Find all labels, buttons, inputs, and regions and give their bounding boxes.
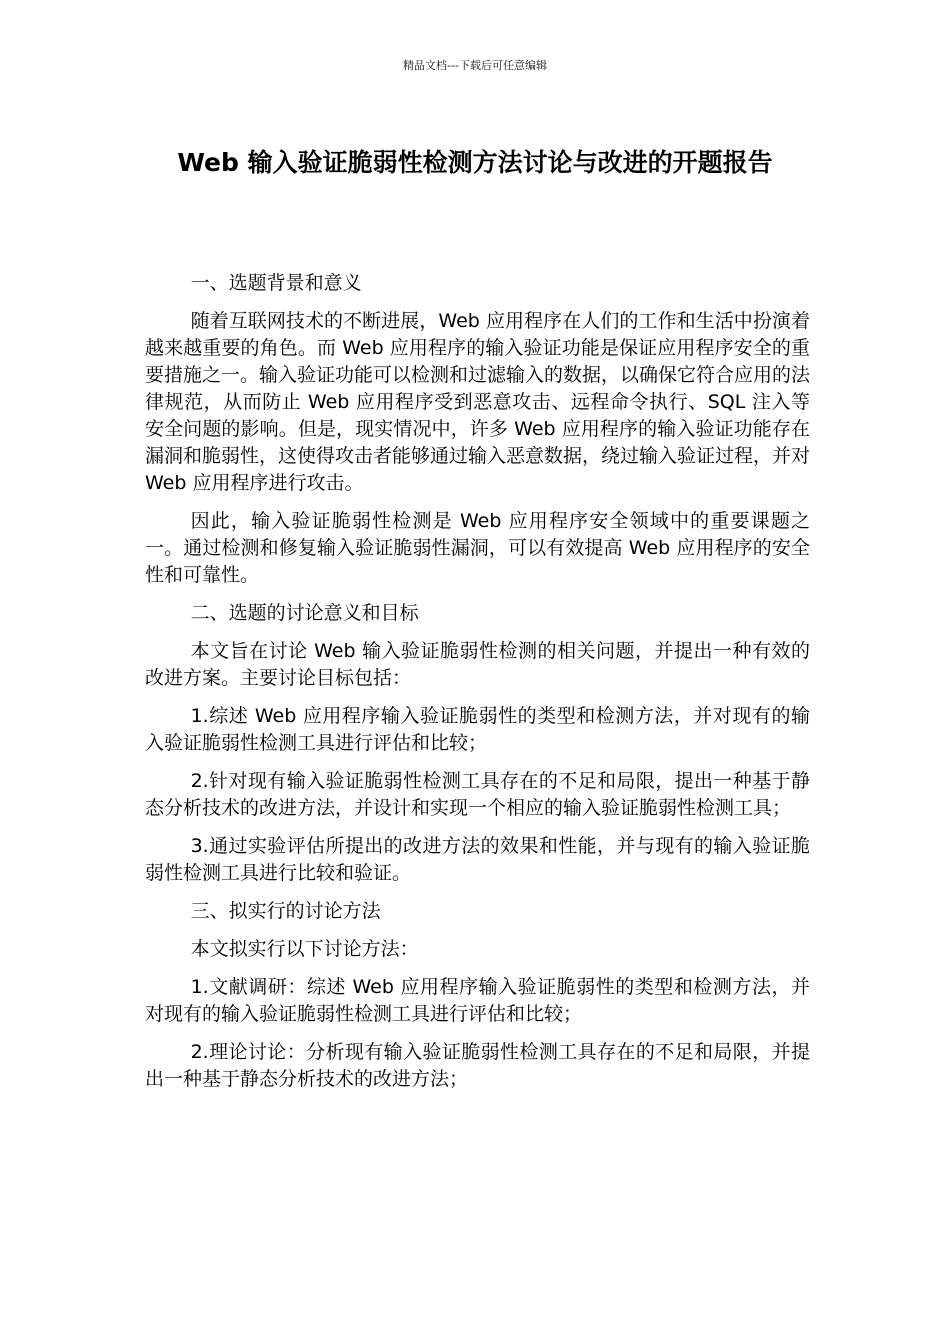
list-item-goal-1: 1.综述 Web 应用程序输入验证脆弱性的类型和检测方法，并对现有的输入验证脆弱性检测工具进行评估和比较； bbox=[145, 705, 810, 754]
list-item-goal-3: 3.通过实验评估所提出的改进方法的效果和性能，并与现有的输入验证脆弱性检测工具进行比较和验证。 bbox=[145, 835, 810, 884]
document-body bbox=[145, 270, 810, 1104]
list-item-method-2: 2.理论讨论：分析现有输入验证脆弱性检测工具存在的不足和局限，并提出一种基于静态分析技术的改进方法； bbox=[145, 1041, 810, 1090]
paragraph-methods-intro: 本文拟实行以下讨论方法： bbox=[190, 938, 419, 960]
header-note: 精品文档---下载后可任意编辑 bbox=[403, 59, 547, 72]
document-title: Web 输入验证脆弱性检测方法讨论与改进的开题报告 bbox=[177, 148, 773, 177]
paragraph-goals-intro: 本文旨在讨论 Web 输入验证脆弱性检测的相关问题，并提出一种有效的改进方案。主要讨论目标包括： bbox=[145, 640, 810, 689]
paragraph-background-1: 随着互联网技术的不断进展，Web 应用程序在人们的工作和生活中扮演着越来越重要的角色。而 Web 应用程序的输入验证功能是保证应用程序安全的重要措施之一。输入验证功能可以检测和过滤输入的数据，以确保它符合应用的法律规范，从而防止 Web 应用程序受到恶意攻击、远程命令执行、SQL 注入等安全问题的影响。但是，现实情况中，许多 Web 应用程序的输入验证功能存在漏洞和脆弱性，这使得攻击者能够通过输入恶意数据，绕过输入验证过程，并对 Web 应用程序进行攻击。 bbox=[145, 310, 811, 494]
list-item-method-1: 1.文献调研：综述 Web 应用程序输入验证脆弱性的类型和检测方法，并对现有的输入验证脆弱性检测工具进行评估和比较； bbox=[145, 976, 810, 1025]
section-heading-methods: 三、拟实行的讨论方法 bbox=[190, 900, 381, 922]
list-item-goal-2: 2.针对现有输入验证脆弱性检测工具存在的不足和局限，提出一种基于静态分析技术的改进方法，并设计和实现一个相应的输入验证脆弱性检测工具； bbox=[145, 770, 810, 819]
section-heading-goals: 二、选题的讨论意义和目标 bbox=[190, 602, 419, 624]
paragraph-background-2: 因此，输入验证脆弱性检测是 Web 应用程序安全领域中的重要课题之一。通过检测和修复输入验证脆弱性漏洞，可以有效提高 Web 应用程序的安全性和可靠性。 bbox=[145, 510, 810, 586]
section-heading-background: 一、选题背景和意义 bbox=[190, 272, 362, 294]
